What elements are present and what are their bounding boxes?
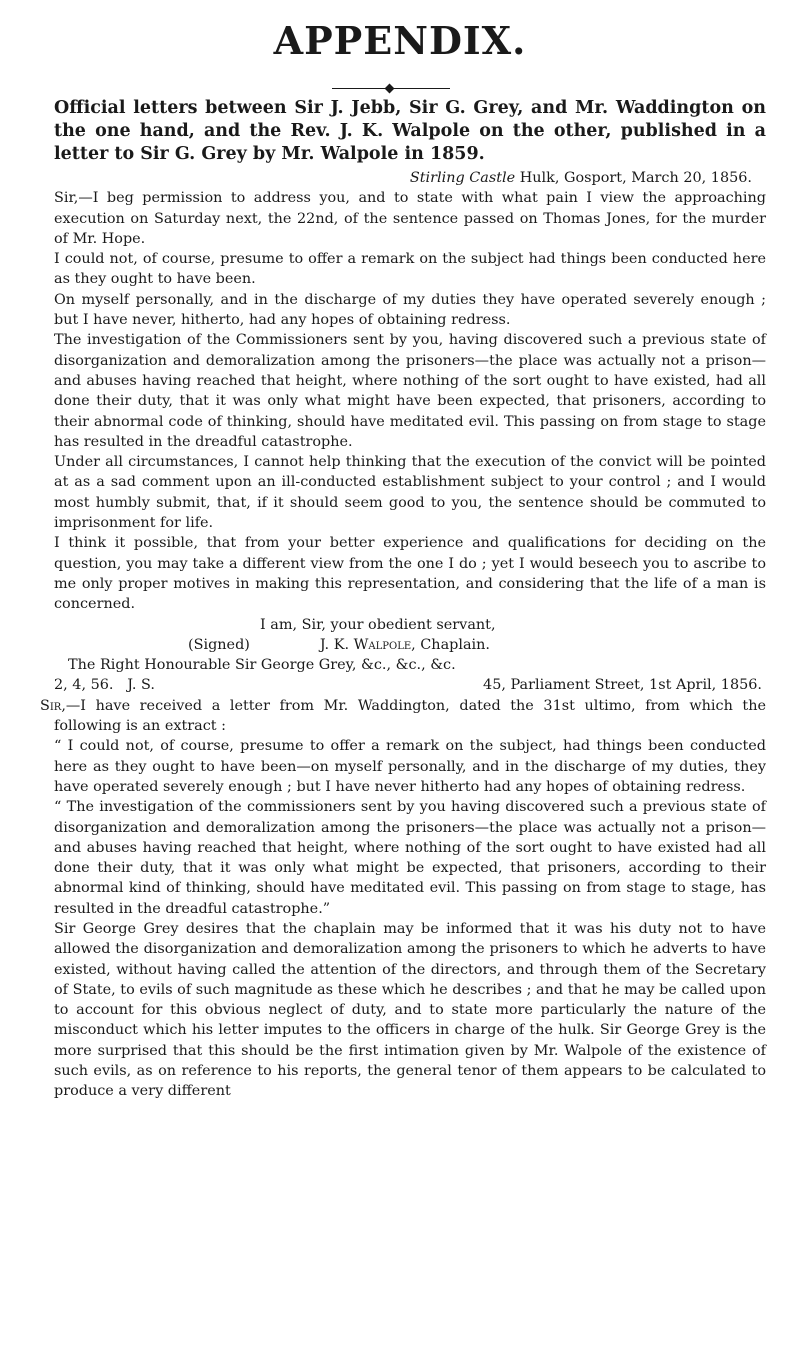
letter2-quote: “ The investigation of the commissioners sent by you having discovered such a previous state of disorganization and demoralization among the prisoners—the place was actually not a prison—and abuses having reached that height, where nothing of the sort ought to have existed had all done their duty, that it was only what might be expected, that prisoners, according to their abnormal kind of thinking, should have meditated evil. This passing on from stage to stage, has resulted in the dreadful catastrophe.” [54, 799, 766, 917]
letter1-paragraph: Under all circumstances, I cannot help thinking that the execution of the convict will be pointed at as a sad comment upon an ill-conducted establishment subject to your control ; and I would most humbly submit, that, if it should seem good to you, the sentence should be commuted to imprisonment for life. [54, 454, 766, 532]
document-body [40, 168, 766, 1102]
salutation: Sir [40, 697, 62, 714]
letter2-reference: 2, 4, 56. J. S. [54, 677, 155, 694]
letter1-paragraph: I think it possible, that from your better experience and qualifications for deciding on the question, you may take a different view from the one I do ; yet I would beseech you to ascribe to me only proper motives in making this representation, and considering that the life of a man is concerned. [54, 535, 766, 613]
letter2-header [54, 675, 766, 695]
letter2-paragraph: Sir George Grey desires that the chaplain may be informed that it was his duty not to have allowed the disorganization and demoralization among the prisoners to which he adverts to have existed, without having called the attention of the directors, and through them of the Secretary of State, to evils of such magnitude as these which he describes ; and that he may be called upon to account for this obvious neglect of duty, and to state more particularly the nature of the misconduct which his letter imputes to the officers in charge of the hulk. Sir George Grey is the more surprised that this should be the first intimation given by Mr. Walpole of the existence of such evils, as on reference to his reports, the general tenor of them appears to be calculated to produce a very different [54, 920, 766, 1100]
letter2-dateline: 45, Parliament Street, 1st April, 1856. [483, 677, 762, 694]
letter2-paragraph [40, 696, 766, 737]
divider-ornament [385, 84, 395, 94]
signed-title: , Chaplain. [411, 636, 490, 653]
letter1-addressee: The Right Honourable Sir George Grey, &c., &c., &c. [68, 657, 456, 674]
letter1-paragraph: The investigation of the Commissioners sent by you, having discovered such a previous state of disorganization and demoralization among the prisoners—the place was actually not a prison—and abuses having reached that height, where nothing of the sort ought to have existed, had all done their duty, that it was only what might have been expected, that prisoners, according to their abnormal code of thinking, should have meditated evil. This passing on from stage to stage has resulted in the dreadful catastrophe. [54, 332, 766, 450]
appendix-heading: Official letters between Sir J. Jebb, Sir G. Grey, and Mr. Waddington on the one hand, and the Rev. J. K. Walpole on the other, published in a letter to Sir G. Grey by Mr. Walpole in 1859. [54, 98, 766, 164]
signed-name: Walpole [353, 636, 412, 653]
page-title: APPENDIX. [273, 18, 527, 63]
letter1-signature [54, 635, 766, 655]
letter1-paragraph: On myself personally, and in the discharge of my duties they have operated severely enough ; but I have never, hitherto, had any hopes of obtaining redress. [54, 291, 766, 329]
letter1-paragraph: I could not, of course, presume to offer a remark on the subject had things been conducted here as they ought to have been. [54, 251, 766, 288]
signed-label: (Signed) [188, 636, 250, 653]
dateline-place: Stirling Castle [409, 170, 516, 186]
letter2-intro: ,—I have received a letter from Mr. Waddington, dated the 31st ultimo, from which the following is an extract : [54, 697, 766, 735]
dateline-rest: Hulk, Gosport, March 20, 1856. [515, 170, 752, 186]
signed-initials: J. K. [319, 636, 354, 653]
letter1-dateline [54, 168, 766, 188]
letter2-quote: “ I could not, of course, presume to offer a remark on the subject, had things been conducted here as they ought to have been—on myself personally, and in the discharge of my duties, they have operated severely enough ; but I have never hitherto had any hopes of obtaining redress. [54, 738, 766, 795]
letter1-paragraph: Sir,—I beg permission to address you, and to state with what pain I view the approaching execution on Saturday next, the 22nd, of the sentence passed on Thomas Jones, for the murder of Mr. Hope. [54, 190, 766, 247]
letter1-closing: I am, Sir, your obedient servant, [260, 616, 496, 633]
